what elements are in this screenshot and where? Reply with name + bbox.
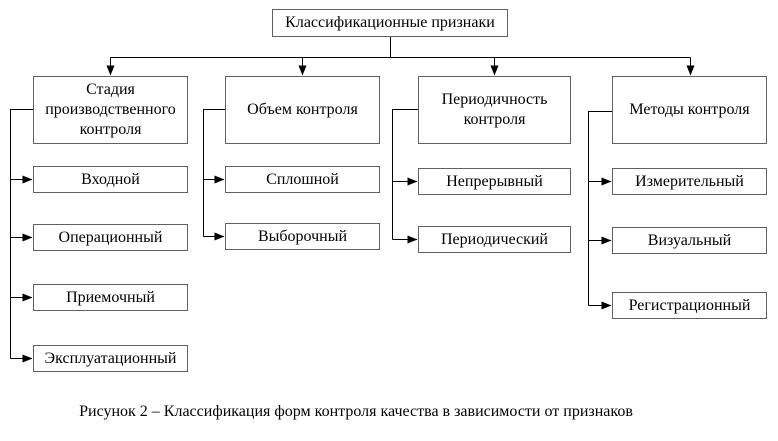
column-2-item-2-box: Выборочный xyxy=(225,223,380,250)
column-3-item-2-box: Периодический xyxy=(418,226,571,253)
column-4-item-2-box: Визуальный xyxy=(612,227,767,254)
connector-root-to-columns xyxy=(111,37,691,75)
figure-caption: Рисунок 2 – Классификация форм контроля качества в зависимости от признаков xyxy=(79,403,633,420)
connector-column-3 xyxy=(393,110,419,240)
column-1-item-1-box: Входной xyxy=(33,166,188,193)
column-1-item-4-box: Эксплуатационный xyxy=(33,345,188,372)
connector-column-1 xyxy=(11,110,34,359)
column-2-item-1-box: Сплошной xyxy=(225,166,380,193)
column-1-item-2-box: Операционный xyxy=(33,224,188,251)
connector-column-4 xyxy=(589,112,613,306)
column-1-item-3-box: Приемочный xyxy=(33,284,188,311)
connector-column-2 xyxy=(204,110,226,237)
column-1-header-box: Стадия производственного контроля xyxy=(33,76,188,144)
column-3-item-1-box: Непрерывный xyxy=(418,168,571,195)
column-4-item-3-box: Регистрационный xyxy=(612,292,767,319)
column-4-item-1-box: Измерительный xyxy=(612,168,767,195)
column-2-header-box: Объем контроля xyxy=(225,76,380,144)
root-node-box: Классификационные признаки xyxy=(272,9,508,37)
column-4-header-box: Методы контроля xyxy=(612,76,767,144)
column-3-header-box: Периодичность контроля xyxy=(418,76,571,144)
